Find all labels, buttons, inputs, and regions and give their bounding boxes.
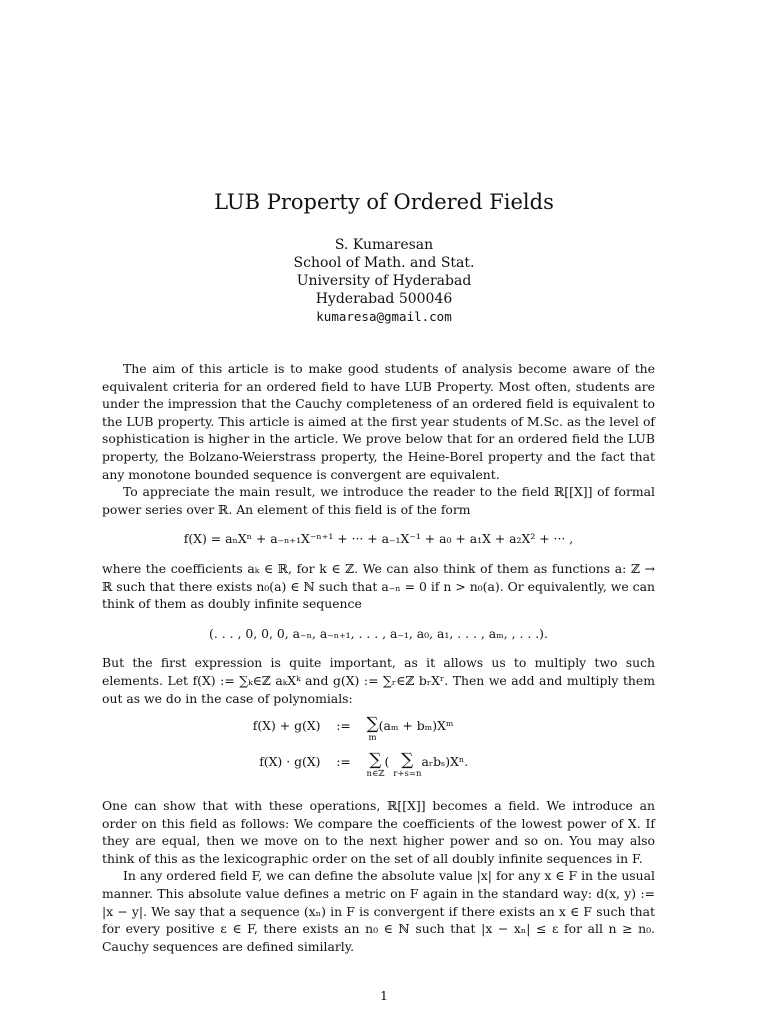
sum-rhs-block (366, 714, 547, 745)
author-city: Hyderabad 500046 (315, 291, 453, 307)
paragraph-absolute-value: In any ordered field F, we can define the absolute value |x| for any x ∈ F in the usual manner. This absolute value defines a metric on F again in the standard way: d(x, y) := |x − y|. We say that a sequence (xₙ) in F is convergent if there exists an x ∈ F such that for every positive ε ∈ F, there exists an n₀ ∈ ℕ such that |x − xₙ| ≤ ε for all n ≥ n₀. Cauchy sequences are defined similarly. (102, 868, 655, 954)
sigma-glyph: ∑ (401, 750, 414, 771)
paragraph-multiply: But the first expression is quite important, as it allows us to multiply two such elements. Let f(X) := ∑ₖ∈ℤ aₖXᵏ and g(X) := ∑ᵣ∈ℤ bᵣXʳ. Then we add and multiply them out as we do in the case of polynomials: (102, 655, 655, 706)
author-block (0, 236, 768, 326)
product-defined-as: := (336, 754, 351, 770)
product-open-paren: ( (384, 754, 390, 770)
author-department: School of Math. and Stat. (293, 255, 475, 271)
paragraph-intro: The aim of this article is to make good students of analysis become aware of the equivalent criteria for an ordered field to have LUB Property. Most often, students are under the impression that the Cauchy completeness of an ordered field is equivalent to the LUB property. This article is aimed at the first year students of M.Sc. as the level of sophistication is higher in the article. We prove below that for an ordered field the LUB property, the Bolzano-Weierstrass property, the Heine-Borel property and the fact that any monotone bounded sequence is convergent are equivalent. (102, 361, 655, 482)
sum-symbol (366, 714, 379, 745)
paragraph-power-series: To appreciate the main result, we introduce the reader to the field ℝ[[X]] of formal power series over ℝ. An element of this field is of the form (102, 484, 655, 517)
equation-product-row (102, 750, 655, 789)
product-rhs: aᵣbₛ)Xⁿ. (421, 754, 469, 770)
article-body (102, 360, 655, 955)
paper-title: LUB Property of Ordered Fields (214, 190, 554, 214)
sum-limit: m (368, 733, 377, 744)
sum-lhs: f(X) + g(X) (252, 718, 321, 734)
sum-rhs: (aₘ + bₘ)Xᵐ (378, 718, 454, 734)
sum-defined-as: := (336, 718, 351, 734)
author-university: University of Hyderabad (296, 273, 472, 289)
page-number: 1 (380, 988, 388, 1003)
author-email: kumaresa@gmail.com (316, 309, 452, 324)
product-inner-sum (393, 750, 422, 781)
outer-sum-limit: n∈ℤ (366, 769, 385, 780)
author-name: S. Kumaresan (334, 237, 434, 253)
paragraph-coefficients: where the coefficients aₖ ∈ ℝ, for k ∈ ℤ. We can also think of them as functions a: ℤ → ℝ such that there exists n₀(a) ∈ ℕ such that a₋ₙ = 0 if n > n₀(a). Or equivalently, we can think of them as doubly infinite sequence (102, 560, 655, 612)
paragraph-order: One can show that with these operations, ℝ[[X]] becomes a field. We introduce an order on this field as follows: We compare the coefficients of the lowest power of X. If they are equal, then we move on to the next higher power and so on. You may also think of this as the lexicographic order on the set of all doubly infinite sequences in F. (102, 798, 655, 866)
inner-sum-limit: r+s=n (393, 769, 422, 780)
product-outer-sum (366, 750, 385, 781)
sigma-glyph: ∑ (369, 750, 382, 771)
equation-sum-row (102, 714, 655, 753)
equation-sequence: (. . . , 0, 0, 0, a₋ₙ, a₋ₙ₊₁, . . . , a₋₁, a₀, a₁, . . . , aₘ, , . . .). (209, 625, 548, 641)
product-rhs-block (366, 750, 547, 781)
sigma-glyph: ∑ (366, 714, 379, 735)
equation-operations (102, 714, 655, 789)
product-lhs: f(X) · g(X) (259, 754, 321, 770)
equation-power-series: f(X) = aₙXⁿ + a₋ₙ₊₁X⁻ⁿ⁺¹ + ··· + a₋₁X⁻¹ + a₀ + a₁X + a₂X² + ··· , (183, 531, 574, 547)
